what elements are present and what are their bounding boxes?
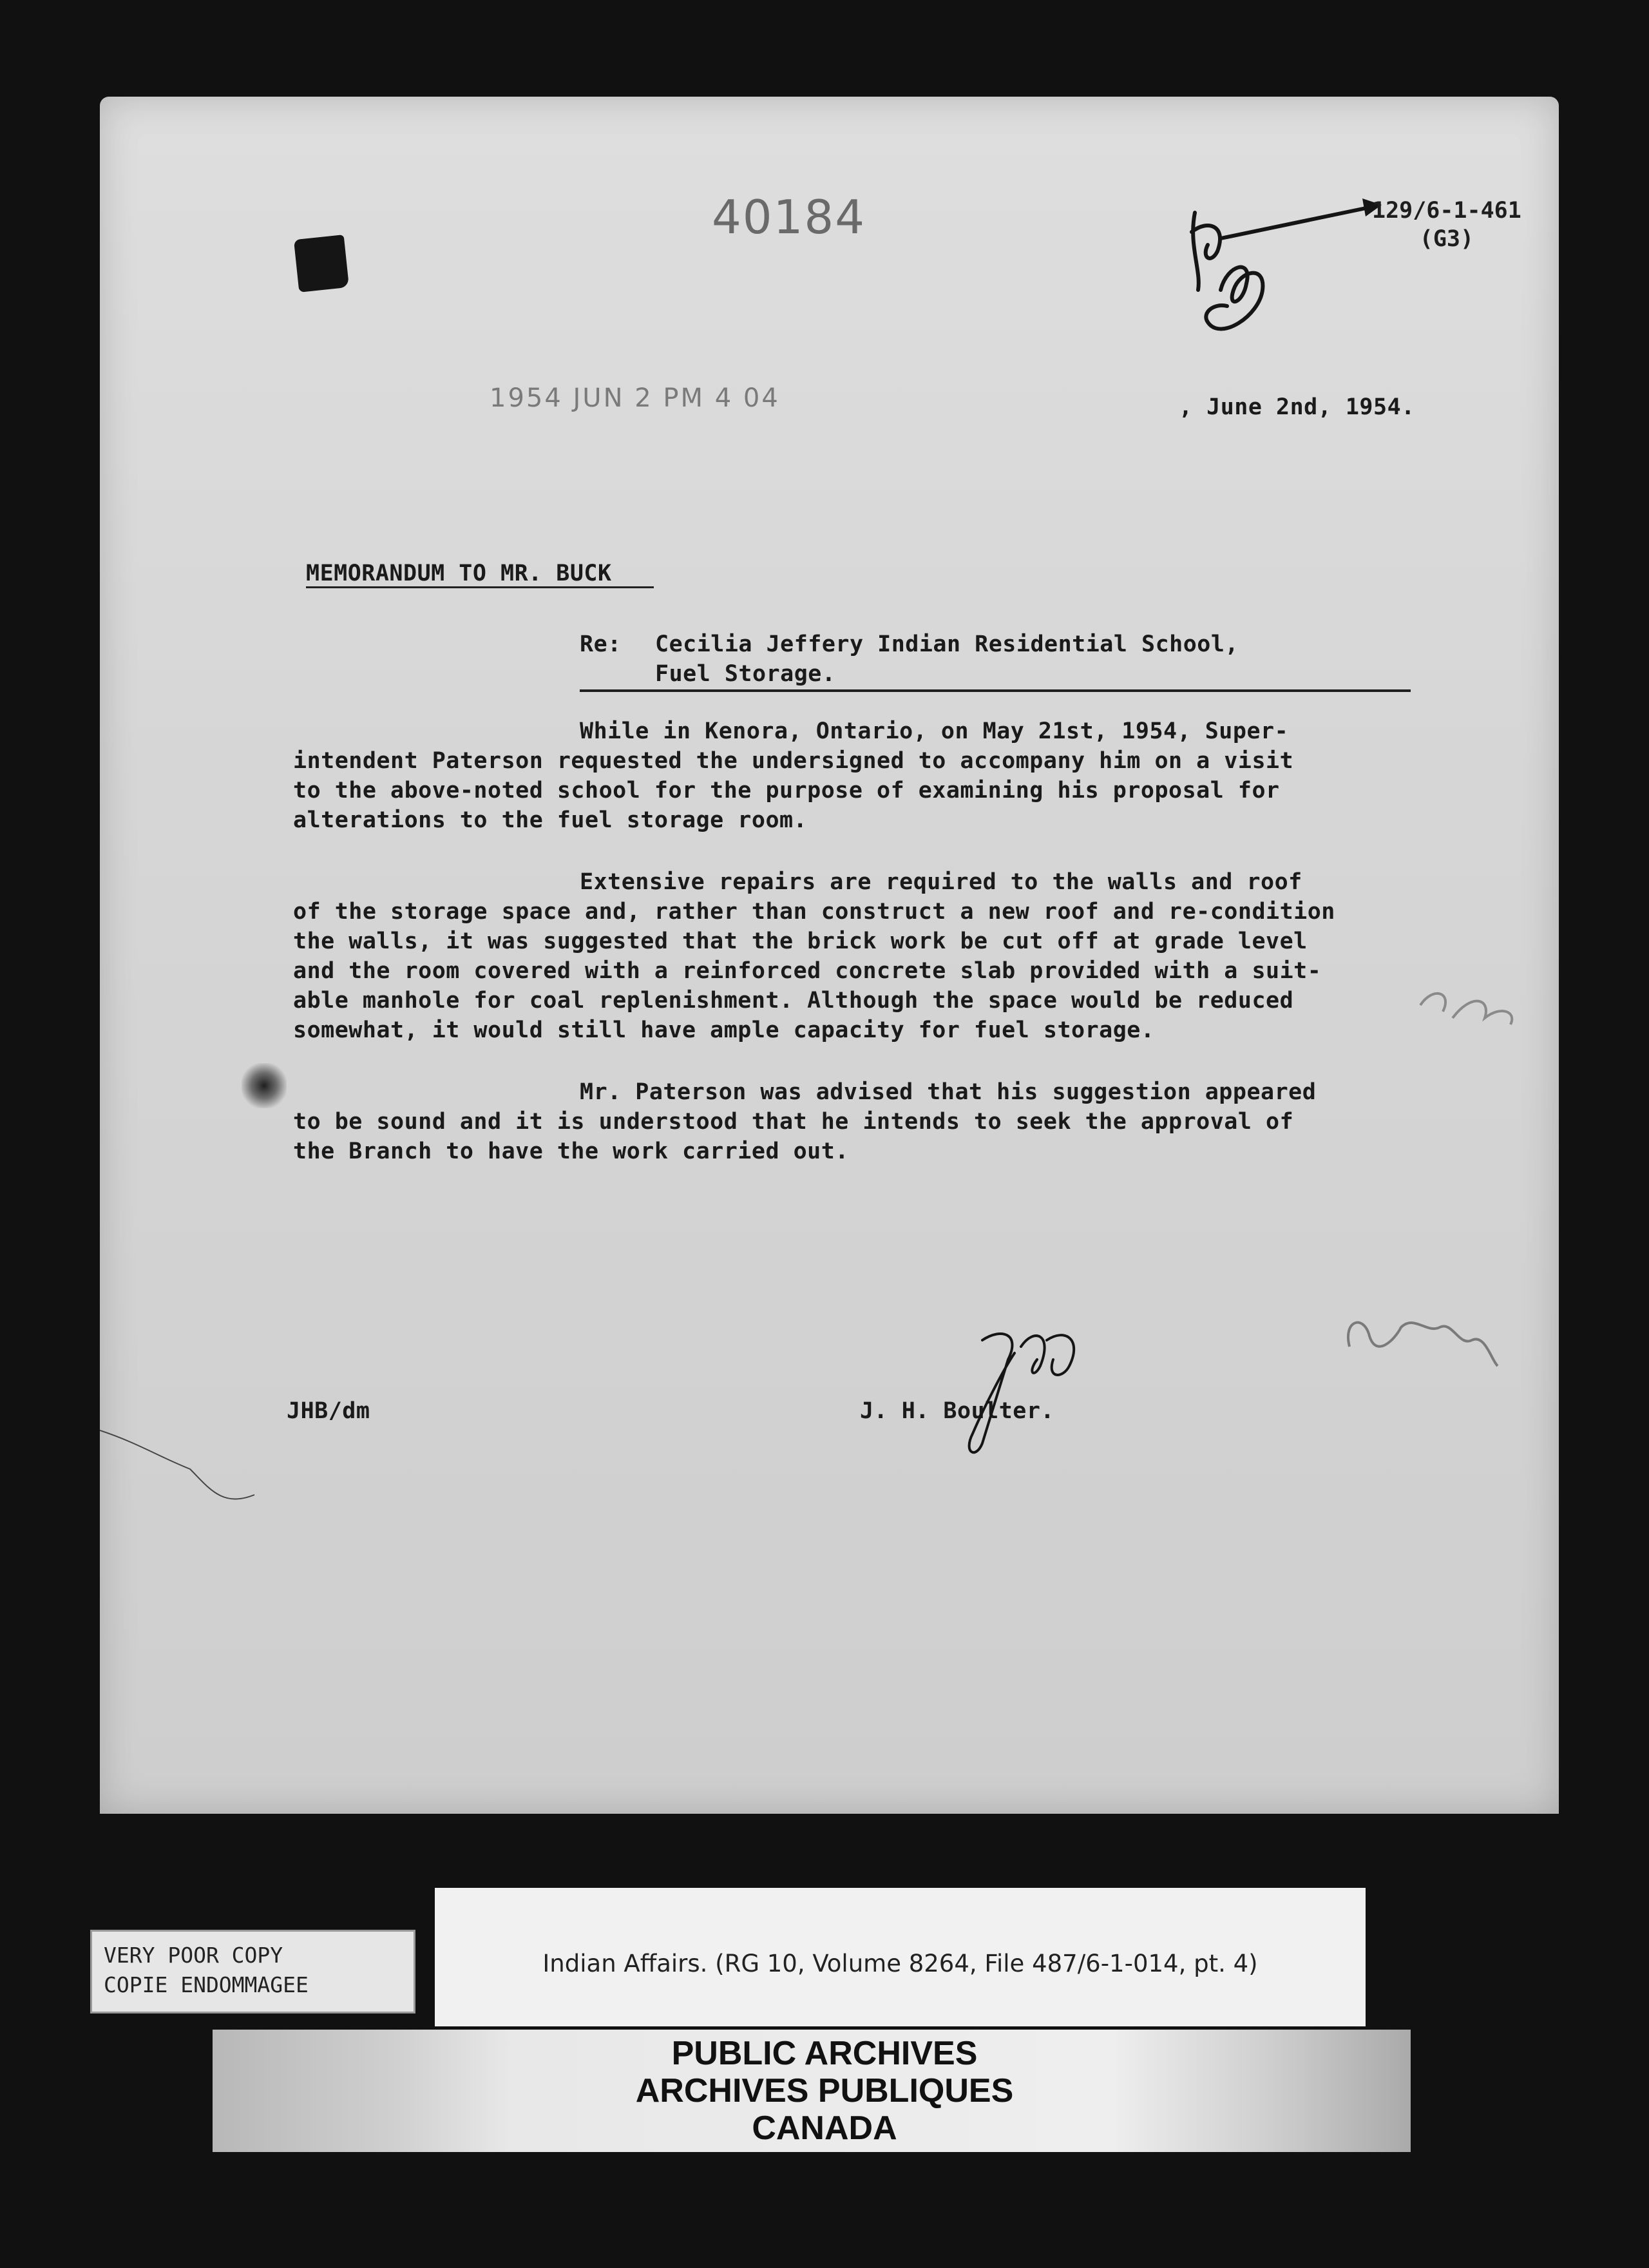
stamp-number: 40184: [712, 190, 866, 244]
archives-country: CANADA: [752, 2109, 897, 2147]
handwritten-signature: [944, 1314, 1098, 1463]
re-line-2: Fuel Storage.: [655, 661, 836, 687]
paragraph-2-line: the walls, it was suggested that the brick work be cut off at grade level: [293, 928, 1308, 954]
paragraph-1-line: alterations to the fuel storage room.: [293, 807, 808, 833]
source-citation-label: [435, 1888, 1366, 2026]
file-reference-code: (G3): [1419, 226, 1474, 252]
poor-copy-label: [90, 1930, 415, 2013]
paragraph-2-line: of the storage space and, rather than construct a new roof and re-condition: [293, 899, 1335, 925]
paragraph-3-line: to be sound and it is understood that he intends to seek the approval of: [293, 1109, 1294, 1135]
black-ink-blot: [294, 235, 349, 293]
memo-title-underline: [306, 586, 654, 588]
paragraph-2-line: Extensive repairs are required to the walls and roof: [580, 869, 1302, 895]
scanned-memo-page: [100, 97, 1559, 1814]
initials-reference: JHB/dm: [287, 1398, 370, 1424]
poor-copy-english: VERY POOR COPY: [104, 1943, 283, 1968]
re-underline: [580, 689, 1411, 692]
paragraph-1-line: While in Kenora, Ontario, on May 21st, 1954, Super-: [580, 718, 1289, 744]
memo-title: MEMORANDUM TO MR. BUCK: [306, 561, 612, 586]
paragraph-2-line: and the room covered with a reinforced concrete slab provided with a suit-: [293, 958, 1322, 984]
memo-date: , June 2nd, 1954.: [1179, 394, 1415, 420]
scratch-lines: [100, 1418, 267, 1514]
paragraph-1: [293, 716, 1293, 835]
received-date-stamp: 1954 JUN 2 PM 4 04: [490, 383, 780, 413]
file-reference-number: 129/6-1-461: [1372, 198, 1521, 224]
ink-smudge: [242, 1063, 287, 1108]
faint-handwriting-marks: [1324, 921, 1556, 1411]
paragraph-1-line: intendent Paterson requested the undersigned to accompany him on a visit: [293, 748, 1294, 774]
re-line-1: Cecilia Jeffery Indian Residential School,: [655, 631, 1239, 657]
archives-imprint: [535, 2035, 1114, 2147]
paragraph-1-line: to the above-noted school for the purpose of examining his proposal for: [293, 778, 1280, 803]
signatory-name: J. H. Boulter.: [860, 1398, 1055, 1424]
re-label: Re:: [580, 631, 622, 657]
handwritten-initials-arrow: [1182, 193, 1395, 361]
archives-english: PUBLIC ARCHIVES: [671, 2035, 978, 2072]
paragraph-2: [293, 867, 1335, 1045]
archives-french: ARCHIVES PUBLIQUES: [635, 2072, 1014, 2109]
paragraph-2-line: somewhat, it would still have ample capacity for fuel storage.: [293, 1017, 1155, 1043]
paragraph-3-line: Mr. Paterson was advised that his suggestion appeared: [580, 1079, 1317, 1105]
paragraph-3-line: the Branch to have the work carried out.: [293, 1139, 849, 1164]
file-reference: [1372, 197, 1521, 253]
poor-copy-french: COPIE ENDOMMAGEE: [104, 1972, 309, 1997]
paragraph-2-line: able manhole for coal replenishment. Although the space would be reduced: [293, 988, 1294, 1014]
paragraph-3: [293, 1077, 1316, 1166]
source-citation-text: Indian Affairs. (RG 10, Volume 8264, File 487/6-1-014, pt. 4): [542, 1950, 1258, 1977]
